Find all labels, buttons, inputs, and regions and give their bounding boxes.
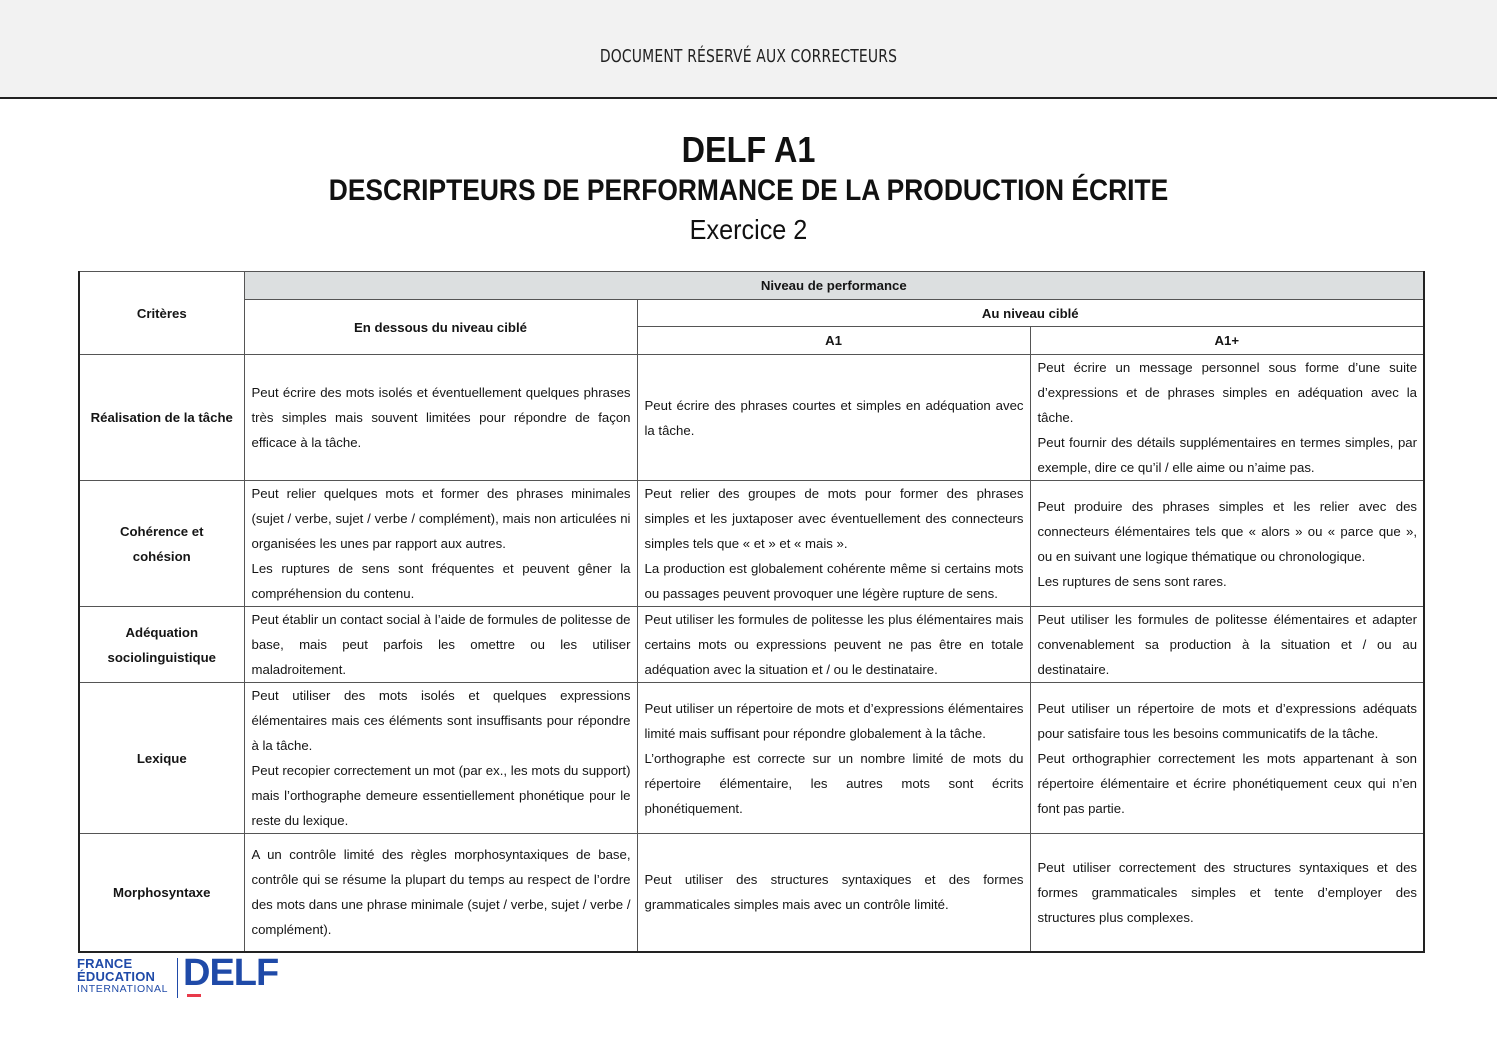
descriptor-text: Les ruptures de sens sont rares. bbox=[1037, 573, 1227, 589]
descriptor-text: Peut utiliser un répertoire de mots et d’expressions élémentaires limité mais suffisant pour répondre globalement à la tâche. bbox=[644, 700, 1024, 741]
title-block bbox=[0, 128, 1497, 250]
descriptor-text: Peut utiliser des structures syntaxiques et des formes grammaticales simples mais avec un contrôle limité. bbox=[644, 872, 1024, 913]
descriptor-cell-a1 bbox=[637, 683, 1030, 834]
at-level-header: Au niveau ciblé bbox=[637, 300, 1424, 327]
descriptor-text: Peut utiliser les formules de politesse les plus élémentaires mais certains mots ou expressions peuvent ne pas être en totale adéquation avec la situation et / ou le destinataire. bbox=[644, 612, 1024, 677]
descriptor-cell-a1plus bbox=[1030, 481, 1424, 607]
descriptor-text: Peut orthographier correctement les mots appartenant à son répertoire élémentaire et écrire phonétiquement ceux qui n’en font pas partie. bbox=[1037, 750, 1418, 816]
descriptor-text: Peut produire des phrases simples et les relier avec des connecteurs élémentaires tels que « alors » ou « parce que », ou en suivant une logique thématique ou chronologique. bbox=[1037, 498, 1418, 564]
descriptor-cell-below bbox=[244, 355, 637, 481]
descriptor-text: Peut établir un contact social à l’aide de formules de politesse de base, mais peut parfois les omettre ou les utiliser maladroitement. bbox=[251, 612, 631, 677]
criterion-label: Cohérence et cohésion bbox=[79, 481, 244, 607]
criterion-label: Réalisation de la tâche bbox=[79, 355, 244, 481]
descriptor-cell-a1plus bbox=[1030, 834, 1424, 952]
a1plus-header: A1+ bbox=[1030, 327, 1424, 355]
descriptor-cell-a1 bbox=[637, 834, 1030, 952]
descriptor-cell-a1 bbox=[637, 355, 1030, 481]
page-title: DELF A1 bbox=[681, 129, 816, 170]
france-education-logo: FRANCE ÉDUCATION INTERNATIONAL bbox=[77, 956, 169, 995]
table-row bbox=[79, 355, 1424, 481]
descriptor-text: Peut écrire des mots isolés et éventuellement quelques phrases très simples mais souvent limitées pour répondre de façon efficace à la tâche. bbox=[251, 385, 631, 450]
descriptor-text: Peut relier quelques mots et former des phrases minimales (sujet / verbe, sujet / verbe / complément), mais non articulées ni organisées les unes par rapport aux autres. bbox=[251, 486, 631, 551]
header-banner-text: DOCUMENT RÉSERVÉ AUX CORRECTEURS bbox=[599, 46, 898, 67]
criteria-header: Critères bbox=[79, 272, 244, 355]
descriptor-text: Peut relier des groupes de mots pour former des phrases simples et les juxtaposer avec éventuellement des connecteurs simples tels que « et » et « mais ». bbox=[644, 486, 1024, 551]
descriptor-text: A un contrôle limité des règles morphosyntaxiques de base, contrôle qui se résume la plupart du temps au respect de l’ordre des mots dans une phrase minimale (sujet / verbe, sujet / verbe / complément). bbox=[251, 847, 631, 938]
descriptor-cell-below bbox=[244, 607, 637, 683]
below-level-header: En dessous du niveau ciblé bbox=[244, 300, 637, 355]
descriptor-cell-below bbox=[244, 834, 637, 952]
descriptor-text: Peut recopier correctement un mot (par ex., les mots du support) mais l’orthographe demeure essentiellement phonétique pour le reste du lexique. bbox=[251, 763, 631, 828]
table-row bbox=[79, 607, 1424, 683]
descriptor-cell-below bbox=[244, 481, 637, 607]
descriptor-text: Peut utiliser des mots isolés et quelques expressions élémentaires mais ces éléments sont insuffisants pour répondre à la tâche. bbox=[251, 688, 631, 753]
criterion-label: Morphosyntaxe bbox=[79, 834, 244, 952]
descriptor-cell-below bbox=[244, 683, 637, 834]
criterion-label: Adéquation sociolinguistique bbox=[79, 607, 244, 683]
descriptor-cell-a1plus bbox=[1030, 683, 1424, 834]
descriptor-text: Peut utiliser un répertoire de mots et d’expressions adéquats pour satisfaire tous les besoins communicatifs de la tâche. bbox=[1037, 700, 1418, 741]
descriptor-text: Peut utiliser les formules de politesse élémentaires et adapter convenablement sa production à la situation et / ou au destinataire. bbox=[1037, 612, 1418, 677]
descriptor-text: Peut fournir des détails supplémentaires en termes simples, par exemple, dire ce qu’il / elle aime ou n’aime pas. bbox=[1037, 435, 1418, 475]
logo-separator bbox=[177, 958, 178, 998]
a1-header: A1 bbox=[637, 327, 1030, 355]
descriptor-text: Peut écrire un message personnel sous forme d’une suite d’expressions et de phrases simples en adéquation avec la tâche. bbox=[1037, 360, 1418, 425]
descriptor-text: Peut écrire des phrases courtes et simples en adéquation avec la tâche. bbox=[644, 397, 1024, 438]
table-row bbox=[79, 481, 1424, 607]
header-banner bbox=[0, 0, 1497, 99]
descriptor-cell-a1 bbox=[637, 481, 1030, 607]
criterion-label: Lexique bbox=[79, 683, 244, 834]
performance-level-header: Niveau de performance bbox=[244, 272, 1424, 300]
table-row bbox=[79, 683, 1424, 834]
descriptor-cell-a1 bbox=[637, 607, 1030, 683]
delf-logo: DELF bbox=[183, 952, 279, 994]
france-education-delf-logo bbox=[77, 952, 287, 1000]
descriptor-text: La production est globalement cohérente même si certains mots ou passages peuvent provoquer une légère rupture de sens. bbox=[644, 561, 1024, 601]
performance-descriptors-table bbox=[78, 271, 1425, 953]
descriptor-text: Peut utiliser correctement des structures syntaxiques et des formes grammaticales simples et tente d’employer des structures plus complexes. bbox=[1037, 859, 1418, 925]
table-row bbox=[79, 834, 1424, 952]
descriptor-cell-a1plus bbox=[1030, 355, 1424, 481]
delf-logo-accent bbox=[187, 994, 201, 997]
page-subtitle: DESCRIPTEURS DE PERFORMANCE DE LA PRODUCTION ÉCRITE bbox=[328, 174, 1169, 207]
descriptor-cell-a1plus bbox=[1030, 607, 1424, 683]
exercise-label: Exercice 2 bbox=[689, 214, 808, 245]
descriptor-text: L’orthographe est correcte sur un nombre limité de mots du répertoire élémentaire, les autres mots sont écrits phonétiquement. bbox=[644, 750, 1024, 816]
descriptor-text: Les ruptures de sens sont fréquentes et peuvent gêner la compréhension du contenu. bbox=[251, 561, 631, 601]
